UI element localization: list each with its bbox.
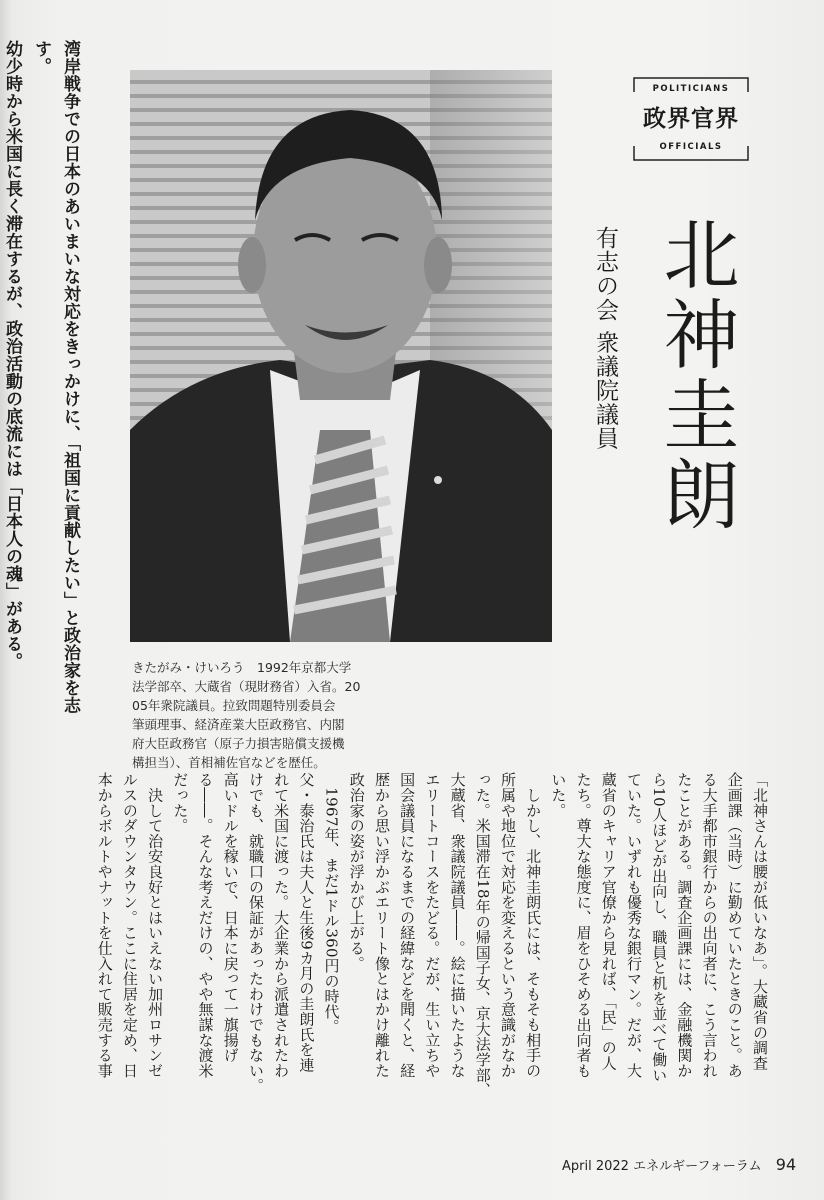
party-title: 有志の会 衆議院議員 xyxy=(592,226,618,451)
issue-date: April 2022 xyxy=(562,1159,629,1174)
page-number: 94 xyxy=(775,1155,797,1174)
photo-caption: きたがみ・けいろう 1992年京都大学 法学部卒、大蔵省（現財務省）入省。20 05年衆院議員。拉致問題特別委員会 筆頭理事、経済産業大臣政務官、内閣 府大臣政務官（原子力損害賠償支援機 構担当）、首相補佐官などを歴任。 xyxy=(132,660,361,770)
logo-main-text: 政界官界 xyxy=(643,105,739,132)
magazine-name: エネルギーフォーラム xyxy=(633,1159,762,1174)
page-footer xyxy=(562,1155,796,1174)
section-logo xyxy=(632,76,750,162)
portrait-photo xyxy=(130,70,552,642)
logo-top-text: POLITICIANS xyxy=(652,84,730,94)
logo-bottom-text: OFFICIALS xyxy=(659,142,723,152)
article-body: 「北神さんは腰が低いなあ」。大蔵省の調査 企画課（当時）に勤めていたときのこと。あ る大手都市銀行からの出向者に、こう言われ たことがある。調査企画課には、金融機関か ら10人ほどが出向し、職員と机を並べて働い ていた。いずれも優秀な銀行マン。だが、大 蔵省のキャリア官僚から見れば、「民」の人 たち。尊大な態度に、眉をひそめる出向者も いた。 しかし、北神圭朗氏には、そもそも相手の 所属や地位で対応を変えるという意識がなか った。米国滞在18年の帰国子女、京大法学部、 大蔵省、衆議院議員――。絵に描いたような エリートコースをたどる。だが、生い立ちや 国会議員になるまでの経緯などを聞くと、経 歴から思い浮かぶエリート像とはかけ離れた 政治家の姿が浮かび上がる。 1967年、まだ1ドル360円の時代。 父・泰治氏は夫人と生後9カ月の圭朗氏を連 れて米国に渡った。大企業から派遣されたわ けでも、就職口の保証があったわけでもない。 高いドルを稼いで、日本に戻って一旗揚げ る――。そんな考えだけの、やや無謀な渡米 だった。 決して治安良好とはいえない加州ロサンゼ ルスのダウンタウン。ここに住居を定め、日 本からボルトやナットを仕入れて販売する事 xyxy=(95,772,769,1098)
portrait-illustration xyxy=(130,70,552,642)
lead-text: 湾岸戦争での日本のあいまいな対応をきっかけに、「祖国に貢献したい」と政治家を志す。 幼少時から米国に長く滞在するが、政治活動の底流には「日本人の魂」がある。 xyxy=(2,40,80,714)
ghost-bleed-through xyxy=(600,30,810,70)
person-name: 北神圭朗 xyxy=(651,215,740,535)
